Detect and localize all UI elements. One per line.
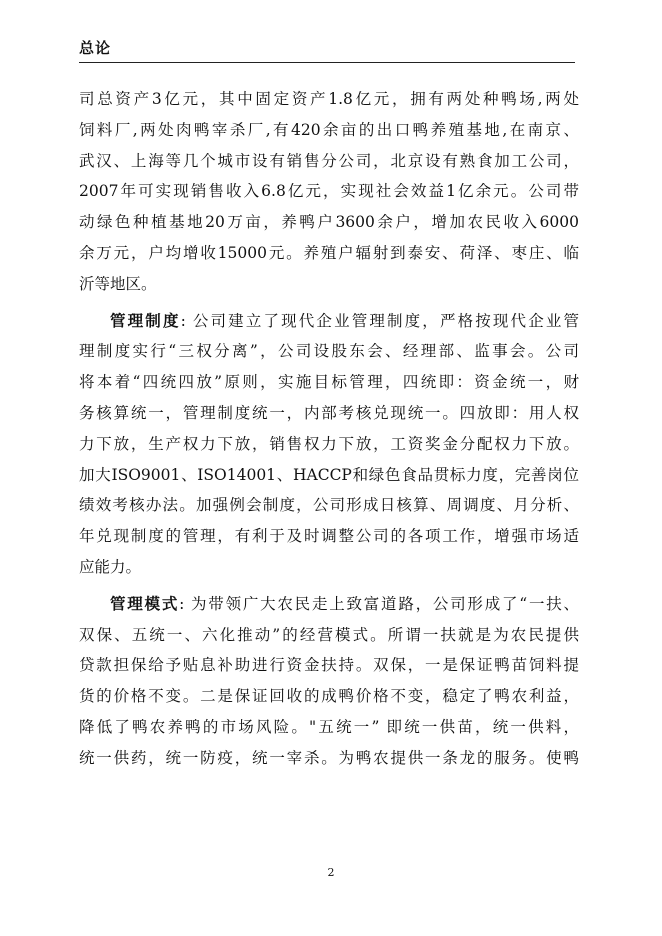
paragraph-company-overview <box>79 84 579 300</box>
text-line: 司总资产3亿元，其中固定资产1.8亿元，拥有两处种鸭场,两处 <box>79 90 579 108</box>
text-line <box>79 589 579 620</box>
text-line: 加大ISO9001、ISO14001、HACCP和绿色食品贯标力度，完善岗位 <box>79 465 579 484</box>
text-line: 沂等地区。 <box>79 274 157 293</box>
text-line: 武汉、上海等几个城市设有销售分公司，北京设有熟食加工公司， <box>79 151 579 170</box>
body-text <box>79 84 579 774</box>
text-line: 务核算统一，管理制度统一，内部考核兑现统一。四放即：用人权 <box>79 403 579 422</box>
text-line: 货的价格不变。二是保证回收的成鸭价格不变，稳定了鸭农利益， <box>79 687 579 706</box>
paragraph-management-system <box>79 306 579 583</box>
text-line: 年兑现制度的管理，有利于及时调整公司的各项工作，增强市场适 <box>79 527 579 546</box>
text-line: 理制度实行“三权分离”，公司设股东会、经理部、监事会。公司 <box>79 342 579 361</box>
text-line: 绩效考核办法。加强例会制度，公司形成日核算、周调度、月分析、 <box>79 496 579 515</box>
text-line: 饲料厂,两处肉鸭宰杀厂,有420余亩的出口鸭养殖基地,在南京、 <box>79 120 579 139</box>
header-divider <box>79 62 575 63</box>
text-line-rest: : 公司建立了现代企业管理制度，严格按现代企业管 <box>180 311 579 330</box>
text-line: 应能力。 <box>79 557 142 576</box>
paragraph-management-model <box>79 589 579 774</box>
text-line: 统一供药，统一防疫，统一宰杀。为鸭农提供一条龙的服务。使鸭 <box>79 748 579 767</box>
text-line: 将本着“四统四放”原则，实施目标管理，四统即：资金统一，财 <box>79 373 579 392</box>
text-line: 双保、五统一、六化推动”的经营模式。所谓一扶就是为农民提供 <box>79 625 579 644</box>
text-line: 贷款担保给予贴息补助进行资金扶持。双保，一是保证鸭苗饲料提 <box>79 656 579 675</box>
paragraph-lead-heading: 管理模式 <box>110 594 180 613</box>
text-line: 力下放，生产权力下放，销售权力下放，工资奖金分配权力下放。 <box>79 434 579 453</box>
text-line <box>79 306 579 337</box>
page-number: 2 <box>327 866 335 879</box>
text-line: 动绿色种植基地20万亩，养鸭户3600余户，增加农民收入6000 <box>79 213 579 232</box>
text-line: 余万元，户均增收15000元。养殖户辐射到泰安、荷泽、枣庄、临 <box>79 243 579 262</box>
text-line: 降低了鸭农养鸭的市场风险。"五统一” 即统一供苗，统一供料， <box>79 717 579 736</box>
page-header-title: 总论 <box>79 39 112 57</box>
paragraph-lead-heading: 管理制度 <box>110 311 181 330</box>
text-line: 2007年可实现销售收入6.8亿元，实现社会效益1亿余元。公司带 <box>79 182 579 201</box>
text-line-rest: : 为带领广大农民走上致富道路，公司形成了“一扶、 <box>179 594 579 613</box>
